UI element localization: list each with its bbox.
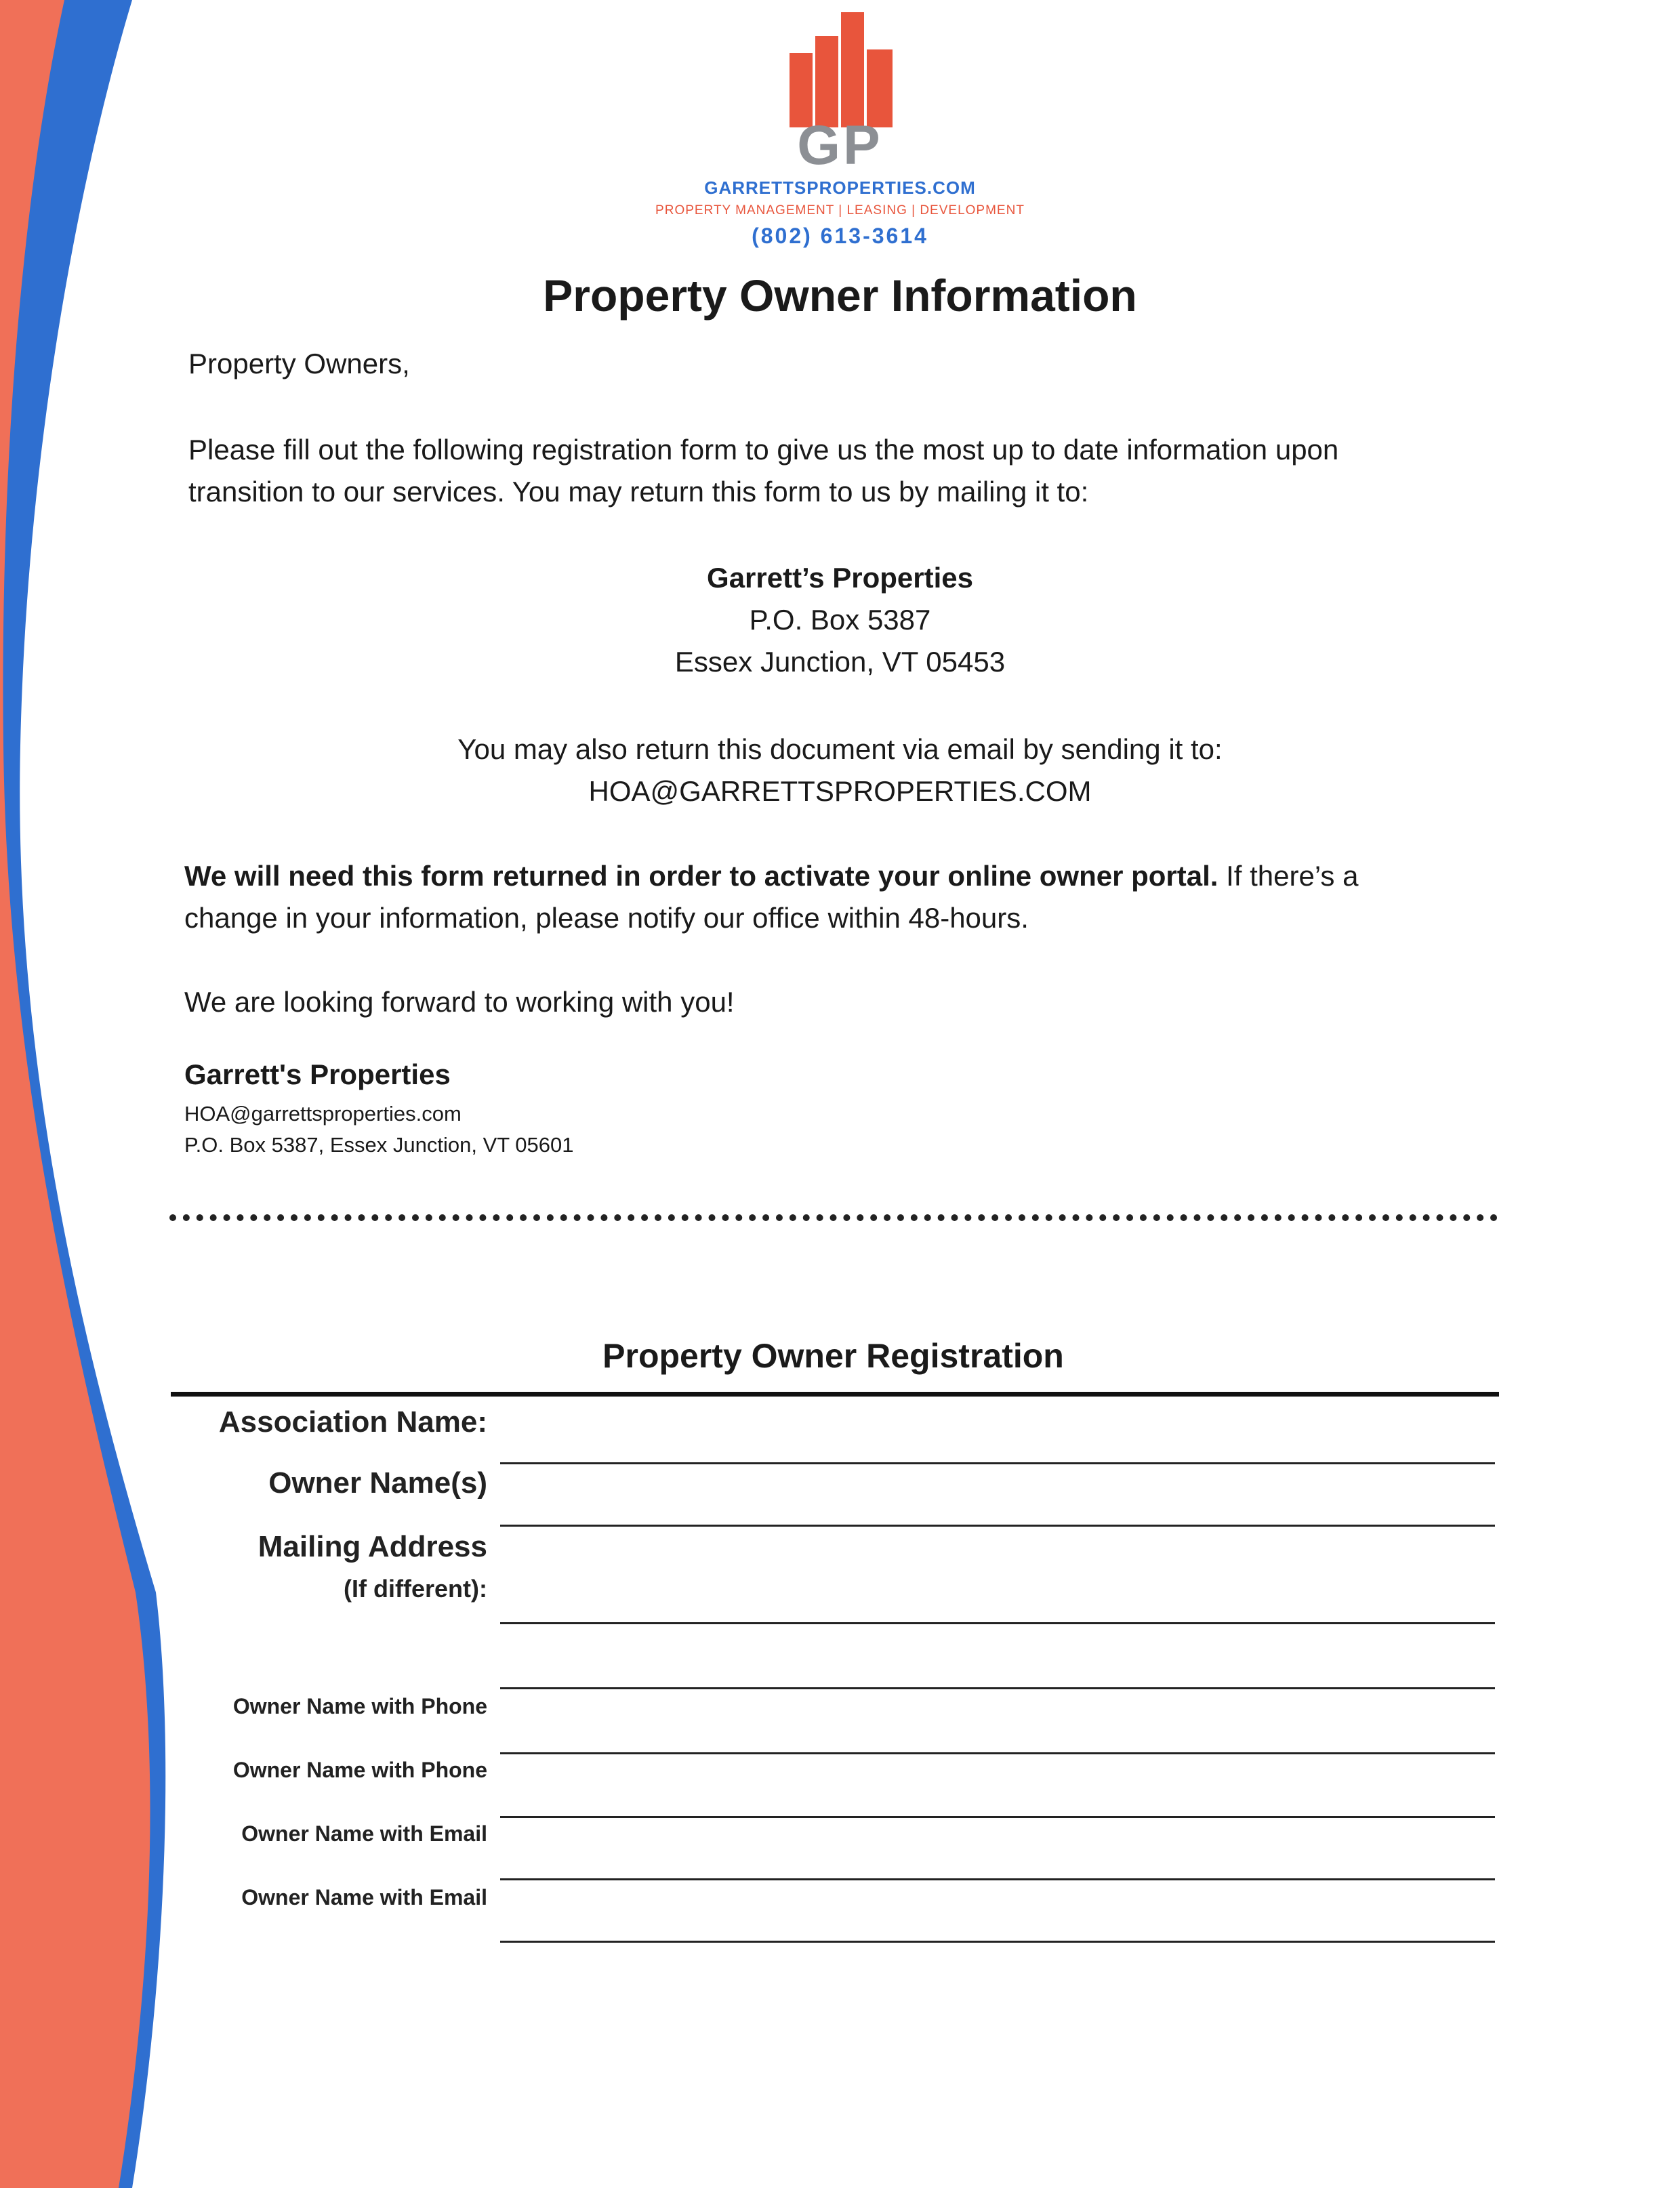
owner-phone-label-1: Owner Name with Phone	[232, 1694, 487, 1718]
logo-phone: (802) 613-3614	[752, 224, 928, 248]
mailing-address-field[interactable]	[500, 1622, 1495, 1624]
association-name-label: Association Name:	[218, 1405, 487, 1439]
dotted-separator	[169, 1214, 1498, 1221]
owner-email-field-2[interactable]	[500, 1941, 1495, 1943]
email-intro: You may also return this document via email by sending it to:	[457, 733, 1223, 765]
page-title: Property Owner Information	[543, 270, 1137, 321]
owner-names-label: Owner Name(s)	[268, 1466, 487, 1500]
owner-phone-label-2: Owner Name with Phone	[232, 1758, 487, 1782]
closing: We are looking forward to working with you!	[184, 986, 735, 1018]
form-title-rule	[171, 1392, 1499, 1397]
intro-line-2: transition to our services. You may return this form to us by mailing it to:	[188, 476, 1089, 508]
logo-initials: GP	[797, 115, 883, 176]
owner-email-field-1[interactable]	[500, 1878, 1495, 1880]
owner-names-field[interactable]	[500, 1525, 1495, 1527]
owner-email-label-1: Owner Name with Email	[241, 1821, 487, 1846]
mailing-address-sublabel: (If different):	[344, 1575, 487, 1603]
notice-line-2: change in your information, please notify our office within 48-hours.	[184, 902, 1029, 934]
notice-bold: We will need this form returned in order to activate your online owner portal.	[184, 860, 1218, 892]
association-name-field[interactable]	[500, 1462, 1495, 1464]
mailing-address-label: Mailing Address	[258, 1530, 487, 1563]
side-swoosh-decoration	[0, 0, 176, 2188]
signature-address: P.O. Box 5387, Essex Junction, VT 05601	[184, 1133, 574, 1157]
notice-rest: If there’s a	[1218, 860, 1359, 892]
mail-name: Garrett’s Properties	[707, 562, 973, 594]
email-address: HOA@GARRETTSPROPERTIES.COM	[588, 775, 1092, 807]
form-title: Property Owner Registration	[602, 1337, 1064, 1375]
signature-email: HOA@garrettsproperties.com	[184, 1102, 462, 1126]
greeting: Property Owners,	[188, 348, 410, 379]
logo-services: PROPERTY MANAGEMENT | LEASING | DEVELOPMENT	[655, 203, 1025, 218]
logo-buildings-icon	[786, 12, 901, 127]
logo-website: GARRETTSPROPERTIES.COM	[704, 178, 976, 198]
intro-line-1: Please fill out the following registration form to give us the most up to date information upon	[188, 434, 1339, 466]
owner-phone-field-1[interactable]	[500, 1752, 1495, 1754]
owner-email-label-2: Owner Name with Email	[241, 1885, 487, 1910]
notice-line-1	[184, 855, 1540, 897]
mailing-address-field-line-2[interactable]	[500, 1687, 1495, 1689]
owner-phone-field-2[interactable]	[500, 1816, 1495, 1818]
mail-box: P.O. Box 5387	[749, 604, 931, 636]
mail-city: Essex Junction, VT 05453	[674, 646, 1006, 678]
signature-name: Garrett's Properties	[184, 1058, 451, 1090]
